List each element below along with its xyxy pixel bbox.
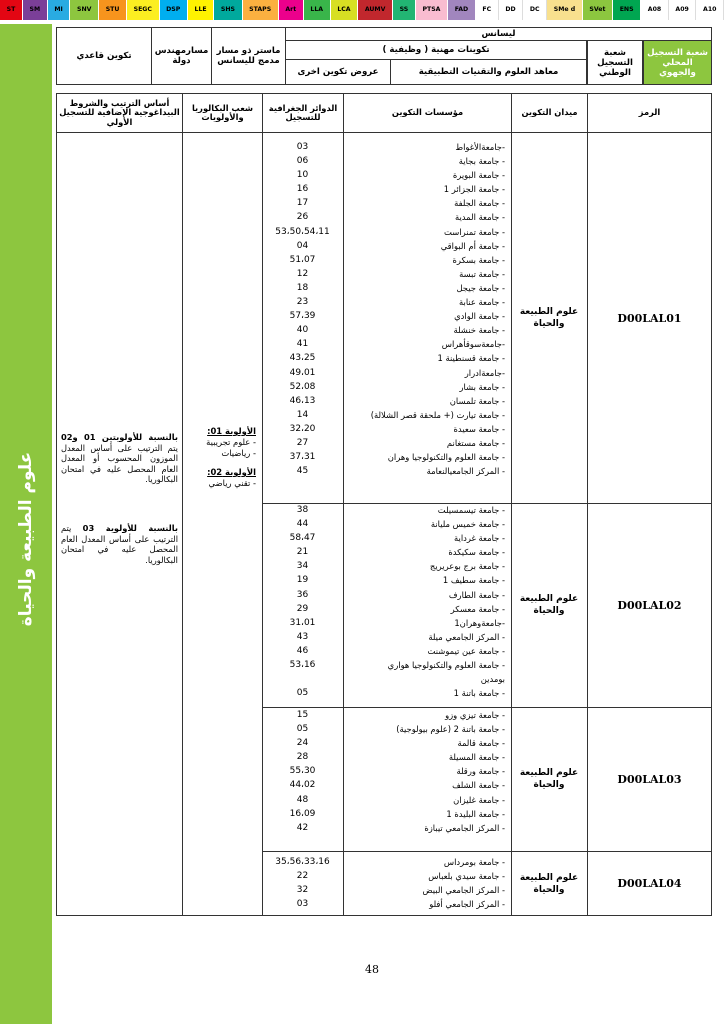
wilaya-codes: 32 bbox=[296, 885, 309, 896]
wilaya-codes: 49،01 bbox=[289, 367, 316, 378]
program-field: علوم الطبيعة والحياة bbox=[519, 768, 579, 790]
institution-item: - المركز الجامعي ميلة bbox=[428, 631, 505, 642]
tab-aumv[interactable]: AUMV bbox=[358, 0, 393, 20]
wilaya-codes: 27 bbox=[296, 437, 309, 448]
institution-item: - جامعة قالمة bbox=[457, 738, 505, 749]
institution-item: - جامعة البويرة bbox=[452, 170, 505, 181]
institution-item: - جامعة عنابة bbox=[459, 297, 505, 308]
wilaya-codes: 14 bbox=[296, 409, 309, 420]
basis-priority-3 bbox=[61, 523, 178, 565]
institution-item: - جامعة تيارت (+ ملحقة قصر الشلالة) bbox=[370, 409, 505, 420]
wilaya-codes: 44 bbox=[296, 519, 309, 530]
tab-staps[interactable]: STAPS bbox=[243, 0, 279, 20]
institution-item: - جامعة قسنطينة 1 bbox=[437, 353, 505, 364]
institutions-list bbox=[343, 503, 511, 700]
wilaya-codes: 45 bbox=[296, 466, 309, 477]
wilaya-codes: 32،20 bbox=[289, 423, 316, 434]
header-licence: ليسانس bbox=[285, 27, 712, 41]
institution-item: - جامعة الوادي bbox=[454, 311, 505, 322]
header-local-regional: شعبة التسجيل المحلي والجهوي bbox=[643, 40, 712, 85]
header-other-offers: عروض تكوين اخرى bbox=[285, 59, 391, 85]
basis-cell bbox=[56, 133, 182, 916]
wilaya-codes: 40 bbox=[296, 325, 309, 336]
wilaya-codes: 12 bbox=[296, 268, 309, 279]
wilaya-codes: 44،02 bbox=[289, 780, 316, 791]
side-band bbox=[0, 24, 52, 1024]
wilaya-codes: 03 bbox=[296, 142, 309, 152]
institution-item: - جامعة تيسمسيلت bbox=[437, 505, 505, 515]
institution-item: - جامعة الجزائر 1 bbox=[443, 184, 505, 195]
institution-item: - جامعة المسيلة bbox=[448, 752, 505, 763]
basis-p2-title: بالنسبة للأولوية 03 bbox=[82, 523, 178, 533]
wilaya-codes: 36 bbox=[296, 589, 309, 600]
tab-ptsa[interactable]: PTSA bbox=[416, 0, 448, 20]
institution-item: - جامعة مستغانم bbox=[446, 437, 505, 448]
tab-ens[interactable]: ENS bbox=[613, 0, 641, 20]
institutions-list bbox=[343, 140, 511, 478]
page-number: 48 bbox=[365, 963, 379, 976]
header-national: شعبة التسجيل الوطني bbox=[587, 40, 643, 85]
program-field: علوم الطبيعة والحياة bbox=[519, 872, 579, 895]
institution-item: - جامعة ورقلة bbox=[456, 766, 505, 777]
institution-item: - جامعة بومرداس bbox=[443, 857, 505, 867]
institution-item: - جامعة جيجل bbox=[456, 282, 505, 293]
institution-item: - جامعة بسكرة bbox=[452, 254, 505, 265]
wilaya-codes: 53،50،54،11 bbox=[275, 226, 330, 237]
wilaya-codes: 16 bbox=[296, 184, 309, 195]
wilaya-codes: 16،09 bbox=[289, 808, 316, 819]
wilaya-codes bbox=[262, 672, 343, 686]
wilaya-codes: 24 bbox=[296, 738, 309, 749]
institution-item: - جامعة خميس مليانة bbox=[430, 519, 505, 530]
wilaya-codes: 53،16 bbox=[289, 660, 316, 671]
institution-item: - جامعة الطارف bbox=[448, 589, 505, 600]
col-basis: أساس الترتيب والشروط البيداغوجية الإضافية للتسجيل الأولي bbox=[56, 93, 183, 133]
basis-p1-title: بالنسبة للأولويتين 01 و02 bbox=[61, 432, 179, 442]
institutions-list bbox=[343, 708, 511, 835]
wilaya-codes: 10 bbox=[296, 170, 309, 181]
institution-item: - جامعة غليزان bbox=[453, 794, 505, 805]
institution-item: - جامعة عين تيموشنت bbox=[427, 645, 505, 656]
wilaya-codes: 23 bbox=[296, 297, 309, 308]
institution-item: - جامعة تلمسان bbox=[449, 395, 505, 406]
program-code: D00LAL03 bbox=[617, 772, 682, 786]
wilaya-codes: 41 bbox=[296, 339, 309, 350]
institution-item: - جامعة المدية bbox=[454, 212, 505, 223]
wilaya-codes: 35،56،33،16 bbox=[275, 857, 330, 867]
wilaya-codes: 42 bbox=[296, 822, 309, 833]
wilaya-codes: 19 bbox=[296, 575, 309, 586]
tab-snv[interactable]: SNV bbox=[70, 0, 99, 20]
col-field: ميدان التكوين bbox=[511, 93, 588, 133]
wilayas-list bbox=[262, 503, 343, 700]
program-code: D00LAL02 bbox=[617, 598, 682, 612]
wilaya-codes: 05 bbox=[296, 724, 309, 735]
institution-item: - جامعة سعيدة bbox=[453, 423, 505, 434]
specialty-tab-strip bbox=[0, 0, 724, 20]
side-title: علوم الطبيعة والحياة bbox=[16, 451, 36, 627]
institution-item: -جامعةادرار bbox=[464, 367, 505, 378]
bac-priorities bbox=[184, 426, 256, 489]
header-engineer: مسارمهندس دولة bbox=[151, 27, 212, 85]
basis-p2-text: يتم الترتيب على أساس المعدل العام المحصل عليه في امتحان البكالوريا. bbox=[61, 523, 178, 565]
institution-item: - جامعة العلوم والتكنولوجيا هواري bbox=[387, 660, 505, 671]
col-wilayas: الدوائر الجغرافية للتسجيل bbox=[262, 93, 344, 133]
tab-sm[interactable]: SM bbox=[23, 0, 48, 20]
tab-st[interactable]: ST bbox=[0, 0, 23, 20]
institution-item: - جامعة خنشلة bbox=[453, 325, 505, 336]
institution-item: - المركز الجامعيالنعامة bbox=[426, 466, 505, 477]
wilaya-codes: 26 bbox=[296, 212, 309, 223]
tab-lle[interactable]: LLE bbox=[188, 0, 214, 20]
program-code: D00LAL01 bbox=[617, 311, 682, 325]
basis-priority-1-2 bbox=[61, 432, 178, 485]
tab-fc[interactable]: FC bbox=[476, 0, 499, 20]
tab-mi[interactable]: MI bbox=[48, 0, 71, 20]
institution-item: - جامعة بشار bbox=[459, 381, 505, 392]
wilaya-codes: 37،31 bbox=[289, 452, 316, 463]
wilaya-codes: 38 bbox=[296, 505, 309, 515]
institution-item: - جامعة العلوم والتكنولوجيا وهران bbox=[387, 452, 505, 463]
header-professional: تكوينات مهنية ( وظيفية ) bbox=[285, 40, 587, 60]
priority2-item: - تقني رياضي bbox=[208, 478, 256, 488]
tab-sme-d[interactable]: SMe d bbox=[547, 0, 583, 20]
wilaya-codes: 06 bbox=[296, 156, 309, 167]
wilayas-list bbox=[262, 140, 343, 478]
tab-dc[interactable]: DC bbox=[523, 0, 547, 20]
institutions-list bbox=[343, 855, 511, 911]
tab-fad[interactable]: FAD bbox=[448, 0, 476, 20]
wilaya-codes: 28 bbox=[296, 752, 309, 763]
institution-item: - جامعة تبسة bbox=[459, 268, 505, 279]
wilaya-codes: 43،25 bbox=[289, 353, 316, 364]
priority2-title: الأولوية 02: bbox=[207, 467, 256, 477]
wilaya-codes: 05 bbox=[296, 688, 309, 699]
institution-item: - جامعة برج بوعريريج bbox=[429, 561, 505, 572]
institution-item: بومدين bbox=[480, 674, 505, 685]
wilaya-codes: 03 bbox=[296, 899, 309, 910]
priority1-item: - علوم تجريبية bbox=[206, 437, 256, 447]
wilaya-codes: 17 bbox=[296, 198, 309, 209]
institution-item: - جامعة معسكر bbox=[450, 603, 505, 614]
wilaya-codes: 43 bbox=[296, 631, 309, 642]
wilaya-codes: 55،30 bbox=[289, 766, 316, 777]
tab-dd[interactable]: DD bbox=[499, 0, 524, 20]
wilaya-codes: 48 bbox=[296, 794, 309, 805]
col-institutions: مؤسسات التكوين bbox=[343, 93, 512, 133]
wilayas-list bbox=[262, 708, 343, 835]
institution-item: - جامعة البليدة 1 bbox=[446, 808, 505, 819]
wilaya-codes: 46،13 bbox=[289, 395, 316, 406]
institution-item: - المركز الجامعي تيبازة bbox=[424, 822, 505, 833]
header-master: ماستر ذو مسار مدمج لليسانس bbox=[211, 27, 286, 85]
wilaya-codes: 22 bbox=[296, 871, 309, 882]
institution-item: - جامعة الشلف bbox=[452, 780, 505, 791]
priority1-item: - رياضيات bbox=[221, 448, 256, 458]
col-bac-streams: شعب البكالوريا والأولويات bbox=[182, 93, 263, 133]
wilaya-codes: 21 bbox=[296, 547, 309, 558]
tab-a08[interactable]: A08 bbox=[641, 0, 669, 20]
institution-item: - جامعة باتنة 2 (علوم بيولوجية) bbox=[396, 724, 505, 735]
institution-item: - جامعة سكيكدة bbox=[448, 547, 505, 558]
program-code: D00LAL04 bbox=[617, 877, 682, 890]
institution-item: - جامعة تمنراست bbox=[444, 226, 505, 237]
tab-segc[interactable]: SEGC bbox=[127, 0, 160, 20]
tab-art[interactable]: Art bbox=[279, 0, 304, 20]
wilaya-codes: 04 bbox=[296, 240, 309, 251]
institution-item: - جامعة سيدي بلعباس bbox=[428, 871, 505, 882]
header-table bbox=[56, 27, 712, 85]
wilayas-list bbox=[262, 855, 343, 911]
tab-dsp[interactable]: DSP bbox=[160, 0, 188, 20]
wilaya-codes: 46 bbox=[296, 645, 309, 656]
institution-item: - جامعة الجلفة bbox=[454, 198, 505, 209]
tab-svet[interactable]: SVet bbox=[583, 0, 613, 20]
main-table bbox=[56, 93, 712, 916]
tab-shs[interactable]: SHS bbox=[214, 0, 242, 20]
institution-item: - جامعة سطيف 1 bbox=[442, 575, 505, 586]
basis-p1-text: يتم الترتيب على أساس المعدل الموزون المحسوب أو المعدل العام المحصل عليه في امتحان البكالوريا. bbox=[61, 442, 178, 484]
wilaya-codes: 29 bbox=[296, 603, 309, 614]
program-field: علوم الطبيعة والحياة bbox=[519, 594, 579, 616]
header-academic-institutes: معاهد العلوم والتقنيات التطبيقية bbox=[390, 59, 587, 85]
institution-item: - جامعة باتنة 1 bbox=[453, 688, 505, 699]
institution-item: - جامعة تيزي وزو bbox=[445, 710, 505, 720]
wilaya-codes: 58،47 bbox=[289, 533, 316, 544]
tab-a10[interactable]: A10 bbox=[696, 0, 724, 20]
header-base-training: تكوين قاعدي bbox=[56, 27, 152, 85]
wilaya-codes: 57،39 bbox=[289, 311, 316, 322]
institution-item: - جامعة غرداية bbox=[454, 533, 505, 544]
institution-item: -جامعةسوقأهراس bbox=[441, 339, 505, 350]
priority1-title: الأولوية 01: bbox=[207, 426, 256, 436]
institution-item: - جامعة بجاية bbox=[458, 156, 505, 167]
tab-lca[interactable]: LCA bbox=[331, 0, 359, 20]
wilaya-codes: 31،01 bbox=[289, 617, 316, 628]
program-field: علوم الطبيعة والحياة bbox=[519, 307, 579, 329]
tab-ss[interactable]: SS bbox=[393, 0, 416, 20]
wilaya-codes: 52،08 bbox=[289, 381, 316, 392]
wilaya-codes: 18 bbox=[296, 282, 309, 293]
col-code: الرمز bbox=[587, 93, 712, 133]
wilaya-codes: 15 bbox=[296, 710, 309, 720]
institution-item: - جامعة أم البواقي bbox=[440, 240, 505, 251]
institution-item: - المركز الجامعي البيض bbox=[422, 885, 505, 896]
wilaya-codes: 51،07 bbox=[289, 254, 316, 265]
wilaya-codes: 34 bbox=[296, 561, 309, 572]
institution-item: -جامعةالأغواط bbox=[455, 142, 505, 152]
institution-item: - المركز الجامعي أفلو bbox=[429, 899, 505, 910]
tab-a09[interactable]: A09 bbox=[669, 0, 697, 20]
tab-stu[interactable]: STU bbox=[99, 0, 127, 20]
tab-lla[interactable]: LLA bbox=[304, 0, 331, 20]
institution-item: -جامعةوهران1 bbox=[454, 617, 505, 628]
bac-streams-cell bbox=[182, 133, 262, 916]
